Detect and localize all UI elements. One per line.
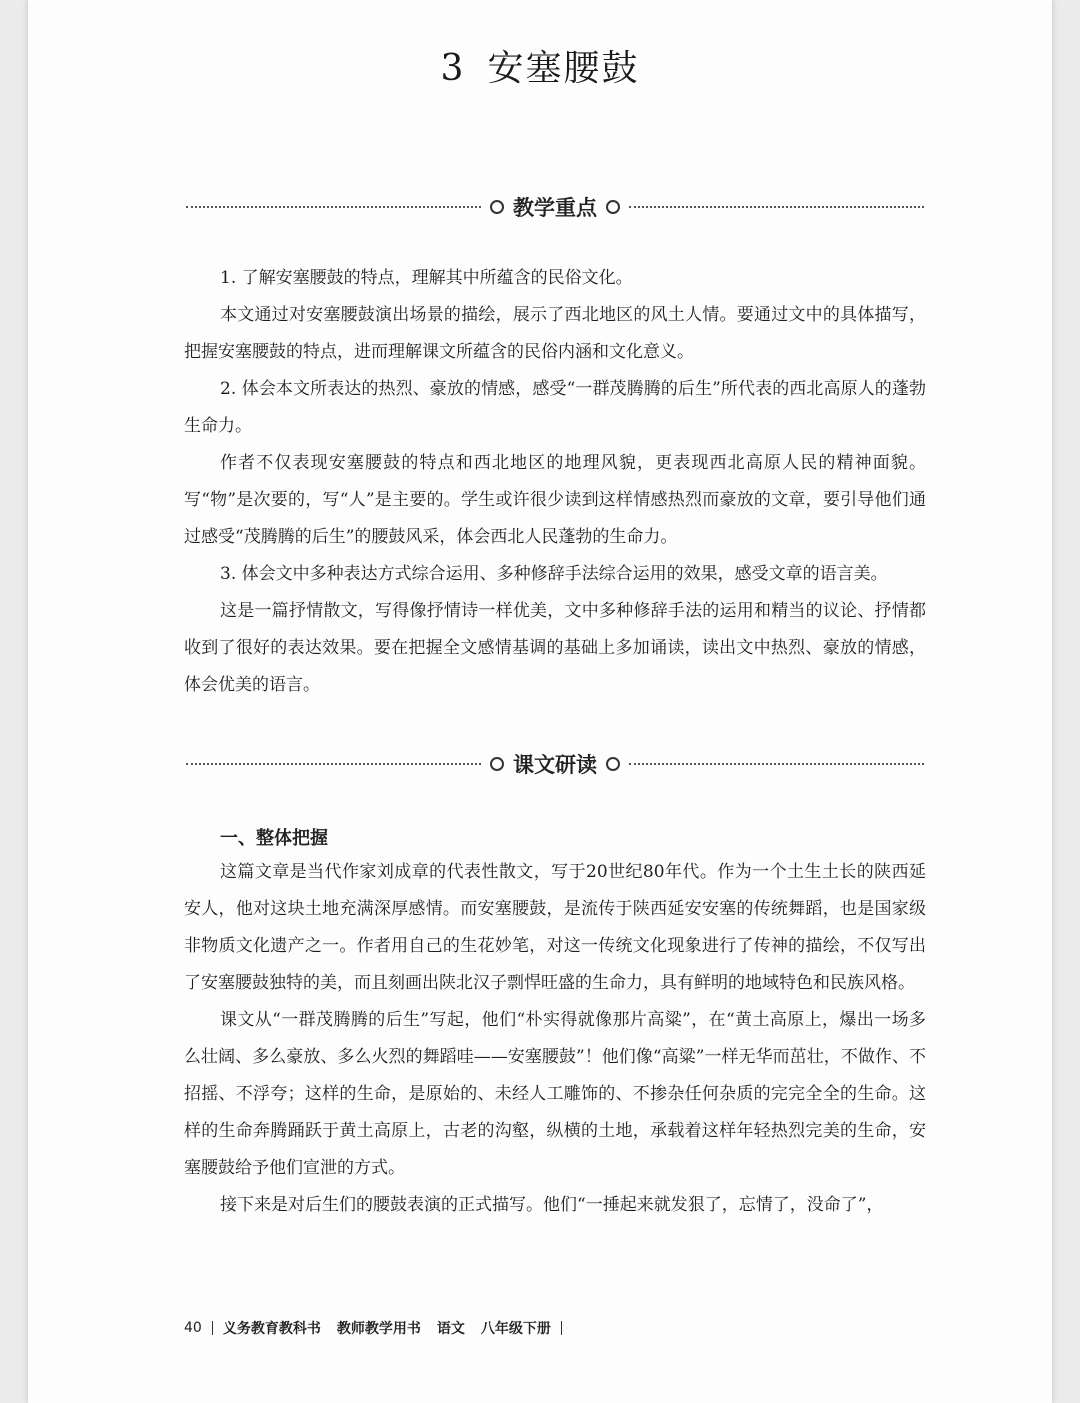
dotted-rule-left — [186, 206, 481, 208]
footer-divider — [561, 1321, 562, 1335]
footer-series: 义务教育教科书 — [222, 1321, 321, 1337]
section-header-text-study — [186, 749, 924, 779]
dotted-rule-left — [186, 763, 481, 765]
paragraph: 接下来是对后生们的腰鼓表演的正式描写。他们“一捶起来就发狠了，忘情了，没命了”， — [220, 1195, 884, 1215]
section-header-teaching-focus — [186, 192, 924, 222]
dotted-rule-right — [629, 206, 924, 208]
dotted-rule-right — [629, 763, 924, 765]
circle-ornament-icon — [490, 200, 504, 214]
paragraph: 课文从“一群茂腾腾的后生”写起，他们“朴实得就像那片高粱”，在“黄土高原上，爆出一场多么壮阔、多么豪放、多么火烈的舞蹈哇——安塞腰鼓”！他们像“高粱”一样无华而茁壮，不做作、不招摇、不浮夸；这样的生命，是原始的、未经人工雕饰的、不掺杂任何杂质的完完全全的生命。这样的生命奔腾踊跃于黄土高原上，古老的沟壑，纵横的土地，承载着这样年轻热烈完美的生命，安塞腰鼓给予他们宣泄的方式。 — [184, 1010, 926, 1178]
footer-subject: 语文 — [436, 1321, 465, 1337]
section-title-text-study: 课文研读 — [513, 753, 597, 777]
page-title — [28, 40, 1052, 91]
section-title-teaching-focus: 教学重点 — [513, 196, 597, 220]
paragraph: 这是一篇抒情散文，写得像抒情诗一样优美，文中多种修辞手法的运用和精当的议论、抒情都收到了很好的表达效果。要在把握全文感情基调的基础上多加诵读，读出文中热烈、豪放的情感，体会优美的语言。 — [184, 601, 926, 695]
paragraph: 作者不仅表现安塞腰鼓的特点和西北地区的地理风貌，更表现西北高原人民的精神面貌。写“物”是次要的，写“人”是主要的。学生或许很少读到这样情感热烈而豪放的文章，要引导他们通过感受“茂腾腾的后生”的腰鼓风采，体会西北人民蓬勃的生命力。 — [184, 453, 926, 547]
footer-divider — [212, 1321, 213, 1335]
subheading-overall-grasp: 一、整体把握 — [220, 828, 328, 849]
page-number: 40 — [184, 1320, 202, 1336]
paragraph: 本文通过对安塞腰鼓演出场景的描绘，展示了西北地区的风土人情。要通过文中的具体描写，把握安塞腰鼓的特点，进而理解课文所蕴含的民俗内涵和文化意义。 — [184, 305, 926, 362]
circle-ornament-icon — [606, 200, 620, 214]
lesson-number: 3 — [440, 48, 466, 89]
footer-grade: 八年级下册 — [480, 1321, 551, 1337]
textbook-page — [28, 0, 1052, 1403]
circle-ornament-icon — [606, 757, 620, 771]
teaching-focus-body — [184, 260, 926, 704]
paragraph: 2. 体会本文所表达的热烈、豪放的情感，感受“一群茂腾腾的后生”所代表的西北高原人的蓬勃生命力。 — [184, 379, 926, 436]
page-footer — [184, 1318, 572, 1338]
paragraph: 这篇文章是当代作家刘成章的代表性散文，写于20世纪80年代。作为一个土生土长的陕西延安人，他对这块土地充满深厚感情。而安塞腰鼓，是流传于陕西延安安塞的传统舞蹈，也是国家级非物质文化遗产之一。作者用自己的生花妙笔，对这一传统文化现象进行了传神的描绘，不仅写出了安塞腰鼓独特的美，而且刻画出陕北汉子剽悍旺盛的生命力，具有鲜明的地域特色和民族风格。 — [184, 862, 926, 993]
paragraph: 3. 体会文中多种表达方式综合运用、多种修辞手法综合运用的效果，感受文章的语言美。 — [220, 564, 888, 584]
text-study-body — [184, 854, 926, 1224]
lesson-title: 安塞腰鼓 — [487, 48, 640, 89]
paragraph: 1. 了解安塞腰鼓的特点，理解其中所蕴含的民俗文化。 — [220, 268, 633, 288]
footer-book: 教师教学用书 — [336, 1321, 421, 1337]
circle-ornament-icon — [490, 757, 504, 771]
